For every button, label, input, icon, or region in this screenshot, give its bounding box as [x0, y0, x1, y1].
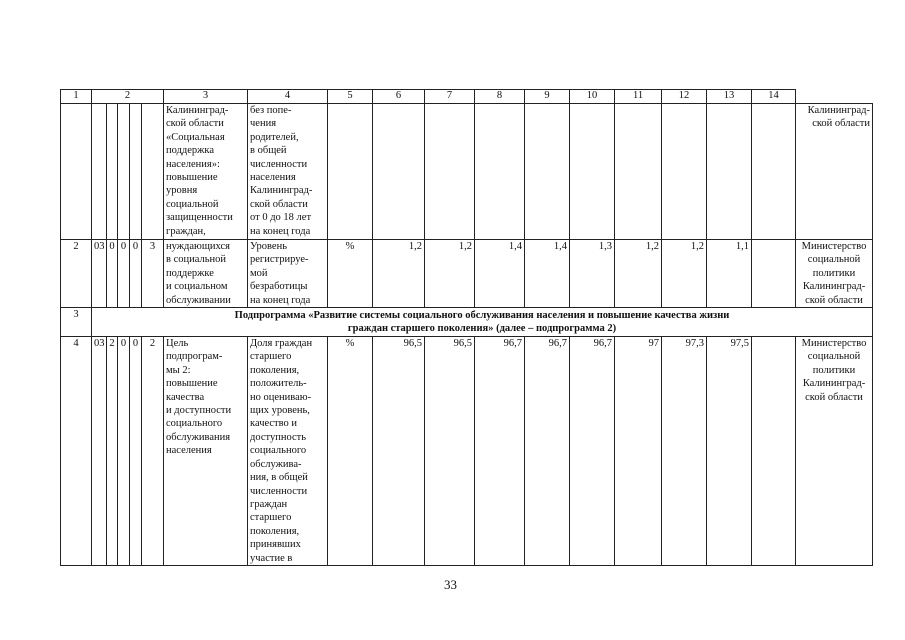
table-row-continuation [61, 104, 873, 240]
col-header-4: 4 [248, 90, 328, 104]
table-row-subprogram [61, 308, 873, 337]
value-cell: 1,2 [662, 240, 707, 308]
col-header-11: 11 [615, 90, 662, 104]
col-header-13: 13 [707, 90, 752, 104]
col-header-9: 9 [525, 90, 570, 104]
col-header-12: 12 [662, 90, 707, 104]
goal-text: нуждающихся в социальной поддержке и социальном обслуживании [164, 240, 248, 308]
row-number: 3 [61, 308, 92, 337]
page-number: 33 [444, 577, 457, 592]
table-row-4 [61, 337, 873, 566]
code-cell: 03 [92, 240, 107, 308]
table-row-2 [61, 240, 873, 308]
value-cell: 1,4 [475, 240, 525, 308]
unit-cell: % [328, 337, 373, 566]
goal-text: Калининград- ской области «Социальная поддержка населения»: повышение уровня социальной защищенности граждан, [164, 104, 248, 240]
code-cell: 03 [92, 337, 107, 566]
value-cell: 97,5 [707, 337, 752, 566]
value-cell: 1,3 [570, 240, 615, 308]
col-header-1: 1 [61, 90, 92, 104]
responsible-text: Калининград- ской области [796, 104, 873, 240]
col-header-3: 3 [164, 90, 248, 104]
value-cell: 1,2 [615, 240, 662, 308]
value-cell: 1,4 [525, 240, 570, 308]
value-cell: 96,7 [475, 337, 525, 566]
row-number: 4 [61, 337, 92, 566]
code-cell: 0 [130, 240, 142, 308]
value-cell: 1,2 [373, 240, 425, 308]
code-cell: 2 [142, 337, 164, 566]
code-cell: 3 [142, 240, 164, 308]
value-cell: 1,2 [425, 240, 475, 308]
value-cell: 96,5 [425, 337, 475, 566]
col-header-7: 7 [425, 90, 475, 104]
col-header-14: 14 [752, 90, 796, 104]
responsible-text: Министерство социальной политики Калининград- ской области [796, 240, 873, 308]
col-header-6: 6 [373, 90, 425, 104]
indicator-text: Уровень регистрируе- мой безработицы на конец года [248, 240, 328, 308]
subprogram-title: Подпрограмма «Развитие системы социального обслуживания населения и повышение качества жизни граждан старшего поколения» (далее – подпрограмма 2) [92, 308, 873, 337]
indicator-text: Доля граждан старшего поколения, положитель- но оцениваю- щих уровень, качество и доступность социального обслужива- ния, в общей численности граждан старшего поколения, принявших участие в [248, 337, 328, 566]
unit-cell: % [328, 240, 373, 308]
value-cell: 96,7 [570, 337, 615, 566]
col-header-2: 2 [92, 90, 164, 104]
value-cell: 96,7 [525, 337, 570, 566]
value-cell: 96,5 [373, 337, 425, 566]
col-header-10: 10 [570, 90, 615, 104]
col-header-5: 5 [328, 90, 373, 104]
value-cell: 97 [615, 337, 662, 566]
row-number: 2 [61, 240, 92, 308]
code-cell: 0 [130, 337, 142, 566]
code-cell: 0 [118, 337, 130, 566]
code-cell: 2 [107, 337, 118, 566]
indicator-text: без попе- чения родителей, в общей численности населения Калининград- ской области от 0 до 18 лет на конец года [248, 104, 328, 240]
value-cell: 97,3 [662, 337, 707, 566]
code-cell: 0 [107, 240, 118, 308]
code-cell: 0 [118, 240, 130, 308]
col-header-8: 8 [475, 90, 525, 104]
indicator-table [60, 89, 873, 566]
goal-text: Цель подпрограм- мы 2: повышение качества и доступности социального обслуживания населения [164, 337, 248, 566]
column-header-row [61, 90, 873, 104]
responsible-text: Министерство социальной политики Калининград- ской области [796, 337, 873, 566]
value-cell: 1,1 [707, 240, 752, 308]
